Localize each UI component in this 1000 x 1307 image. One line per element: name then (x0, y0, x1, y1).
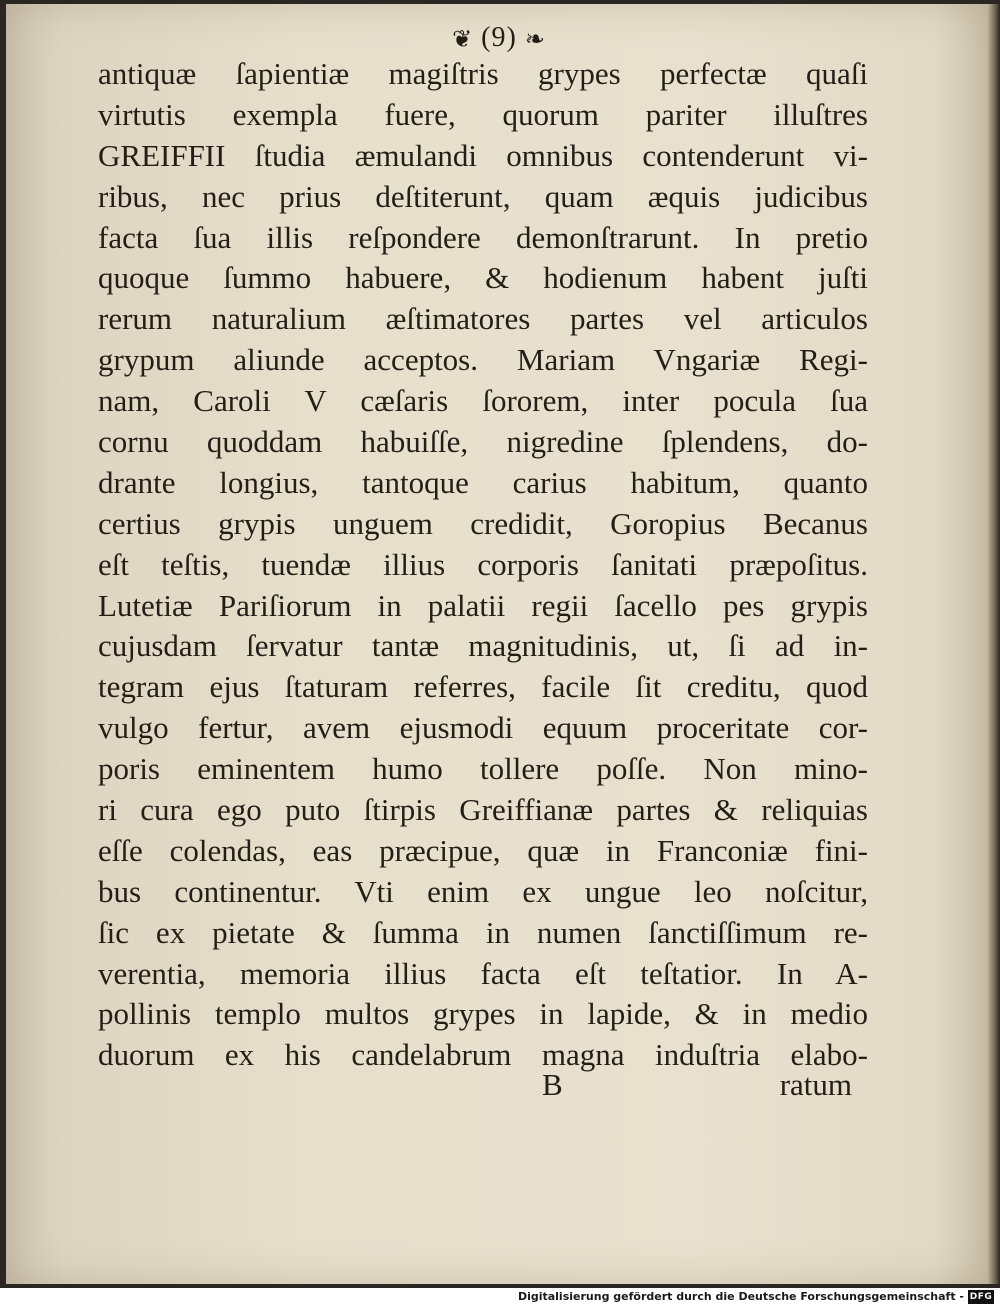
text-line: Lutetiæ Pariſiorum in palatii regii ſacello pes grypis (98, 587, 868, 623)
text-line: vulgo fertur, avem ejusmodi equum proceritate cor- (98, 710, 868, 746)
text-line: duorum ex his candelabrum magna induſtria elabo- (98, 1037, 868, 1073)
page-edge-shadow (988, 4, 1000, 1284)
text-line: rerum naturalium æſtimatores partes vel articulos (98, 301, 868, 337)
page-number: (9) (481, 22, 517, 53)
page-header (6, 22, 992, 54)
text-line: virtutis exempla fuere, quorum pariter illuſtres (98, 96, 868, 132)
right-ornament-icon: ❧ (524, 27, 546, 54)
text-line: bus continentur. Vti enim ex ungue leo noſcitur, (98, 873, 868, 909)
text-line: ri cura ego puto ſtirpis Greiffianæ partes & reliquias (98, 792, 868, 828)
text-line: ſic ex pietate & ſumma in numen ſanctiſſimum re- (98, 914, 868, 950)
text-line: cornu quoddam habuiſſe, nigredine ſplendens, do- (98, 424, 868, 460)
signature-mark: B (542, 1067, 563, 1102)
left-ornament-icon: ❦ (452, 27, 474, 54)
text-line: antiquæ ſapientiæ magiſtris grypes perfectæ quaſi (98, 56, 868, 91)
text-line: eſſe colendas, eas præcipue, quæ in Franconiæ fini- (98, 832, 868, 868)
dfg-logo-icon: DFG (969, 1292, 993, 1302)
text-line: drante longius, tantoque carius habitum, quanto (98, 464, 868, 500)
text-line: verentia, memoria illius facta eſt teſtatior. In A- (98, 955, 868, 991)
body-text (98, 54, 868, 1076)
text-line: nam, Caroli V cæſaris ſororem, inter pocula ſua (98, 383, 868, 419)
text-line: cujusdam ſervatur tantæ magnitudinis, ut, ſi ad in- (98, 628, 868, 664)
text-line: certius grypis unguem credidit, Goropius Becanus (98, 505, 868, 541)
text-line: tegram ejus ſtaturam referres, facile ſit creditu, quod (98, 669, 868, 705)
footer-bar (0, 1288, 1000, 1307)
text-line: eſt teſtis, tuendæ illius corporis ſanitati præpoſitus. (98, 546, 868, 582)
text-line: facta ſua illis reſpondere demonſtrarunt. In pretio (98, 219, 868, 255)
text-line: GREIFFII ſtudia æmulandi omnibus contenderunt vi- (98, 137, 868, 173)
catchword: ratum (779, 1067, 852, 1102)
text-line: poris eminentem humo tollere poſſe. Non mino- (98, 751, 868, 787)
text-line: pollinis templo multos grypes in lapide, & in medio (98, 996, 868, 1032)
funding-credit: Digitalisierung gefördert durch die Deutsche Forschungsgemeinschaft - (517, 1290, 964, 1303)
book-page (6, 4, 992, 1284)
text-line: quoque ſummo habuere, & hodienum habent juſti (98, 260, 868, 296)
text-line: ribus, nec prius deſtiterunt, quam æquis judicibus (98, 178, 868, 214)
text-line: grypum aliunde acceptos. Mariam Vngariæ Regi- (98, 342, 868, 378)
